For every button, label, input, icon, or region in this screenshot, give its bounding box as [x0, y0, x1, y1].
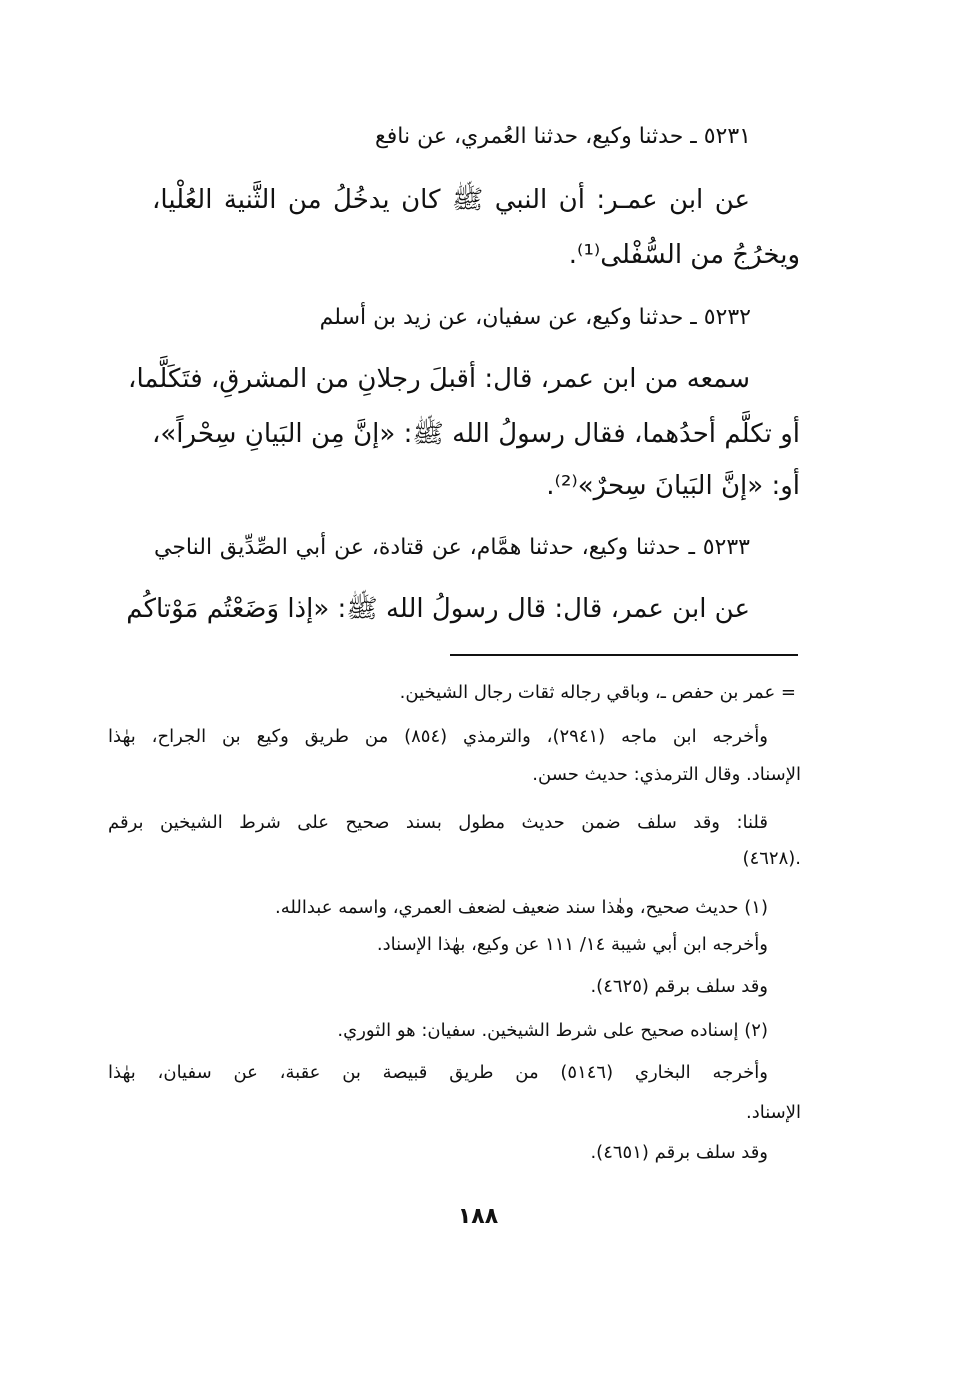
hadith-5232-text-line-3: أو: «إنَّ البَيانَ سِحرٌ»⁽²⁾. [546, 471, 800, 501]
hadith-5233-chain: ٥٢٣٣ ـ حدثنا وكيع، حدثنا همَّام، عن قتادة، عن أبي الصِّدِّيق الناجي [154, 535, 750, 560]
hadith-5232-text-line-2: أو تكلَّم أحدُهما، فقال رسولُ الله ﷺ: «إنَّ مِن البَيانِ سِحْراً»، [152, 419, 800, 449]
footnote-2-line-4: وقد سلف برقم (٤٦٥١). [590, 1142, 768, 1163]
footnote-2-line-1: (٢) إسناده صحيح على شرط الشيخين. سفيان: هو الثوري. [337, 1020, 768, 1041]
hadith-5231-text-line-2: ويخرُجُ من السُّفْلى⁽¹⁾. [568, 240, 800, 270]
hadith-5231-chain: ٥٢٣١ ـ حدثنا وكيع، حدثنا العُمري، عن نافع [375, 124, 751, 149]
hadith-5232-text-line-1: سمعه من ابن عمر، قال: أقبلَ رجلانِ من المشرقِ، فتَكَلَّما، [128, 364, 750, 394]
footnote-2-line-2: وأخرجه البخاري (٥١٤٦) من طريق قبيصة بن عقبة، عن سفيان، بهٰذا [108, 1062, 768, 1083]
footnote-continued-line-3: الإسناد. وقال الترمذي: حديث حسن. [532, 764, 801, 785]
footnote-continued-line-5: (٤٦٢٨). [742, 848, 801, 869]
footnote-continued-line-4: قلنا: وقد سلف ضمن حديث مطول بسند صحيح على شرط الشيخين برقم [108, 812, 768, 833]
footnote-2-line-3: الإسناد. [745, 1102, 801, 1123]
footnote-1-line-3: وقد سلف برقم (٤٦٢٥). [590, 976, 768, 997]
footnote-continued-line-2: وأخرجه ابن ماجه (٢٩٤١)، والترمذي (٨٥٤) من طريق وكيع بن الجراح، بهٰذا [108, 726, 768, 747]
footnote-continued-line-1: = عمر بن حفص ـ، وباقي رجاله ثقات رجال الشيخين. [399, 682, 796, 703]
page-number: ١٨٨ [457, 1204, 499, 1229]
footnote-1-line-1: (١) حديث صحيح، وهٰذا سند ضعيف لضعف العمري، واسمه عبدالله. [275, 897, 768, 918]
hadith-5233-text-line-1: عن ابن عمر، قال: قال رسولُ الله ﷺ: «إذا وَضَعْتُم مَوْتاكُم [126, 594, 750, 624]
hadith-5232-chain: ٥٢٣٢ ـ حدثنا وكيع، عن سفيان، عن زيد بن أسلم [319, 305, 751, 330]
footnote-1-line-2: وأخرجه ابن أبي شيبة ١٤/ ١١١ عن وكيع، بهٰذا الإسناد. [376, 934, 768, 955]
footnote-separator [450, 654, 798, 656]
hadith-5231-text-line-1: عن ابن عمـر: أن النبي ﷺ كان يدخُلُ من الثَّنية العُلْيا، [152, 185, 750, 215]
